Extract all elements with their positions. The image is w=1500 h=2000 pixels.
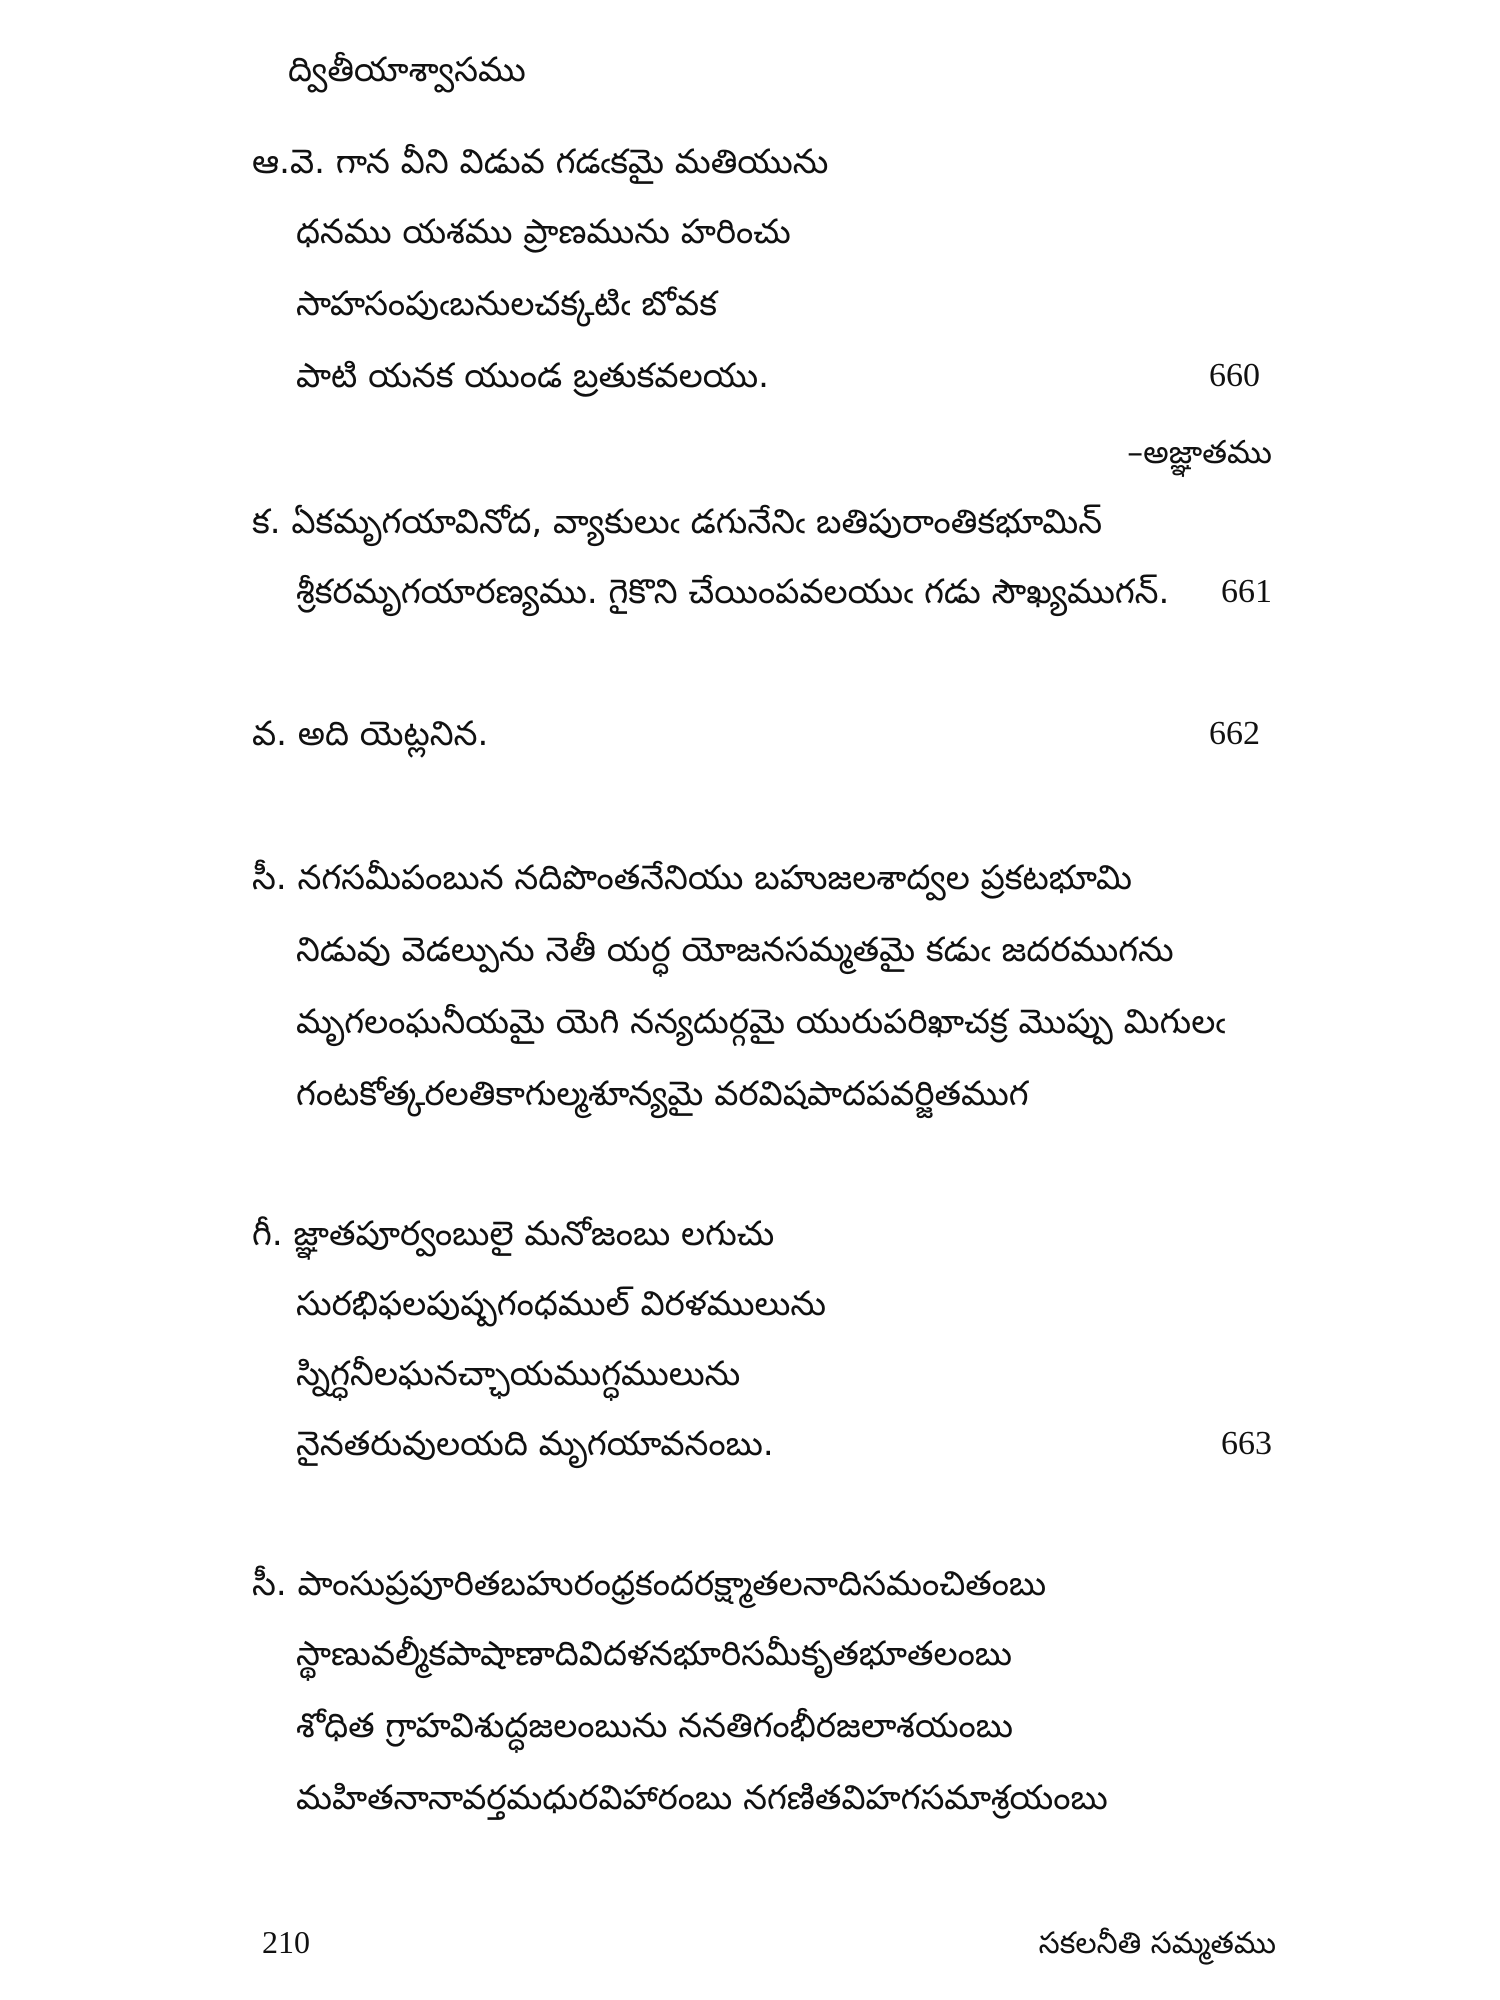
- verse-line: క. ఏకమృగయావినోద, వ్యాకులుఁ డగునేనిఁ బతిపురాంతికభూమిన్: [252, 502, 1103, 542]
- verse-number: 660: [1209, 357, 1260, 394]
- verse-line: వ. అది యెట్లనిన.: [252, 714, 489, 754]
- verse-line: గంటకోత్కరలతికాగుల్మశూన్యమై వరవిషపాదపవర్జితముగ: [296, 1074, 1029, 1114]
- verse-line: శోధిత గ్రాహవిశుద్ధజలంబును ననతిగంభీరజలాశయంబు: [296, 1706, 1014, 1746]
- verse-number: 661: [1221, 573, 1272, 610]
- verse-line: మహితనానావర్తమధురవిహారంబు నగణితవిహగసమాశ్రయంబు: [296, 1778, 1108, 1818]
- verse-line: సీ. నగసమీపంబున నదిపొంతనేనియు బహుజలశాద్వల ప్రకటభూమి: [252, 858, 1132, 898]
- verse-line: స్నిగ్ధనీలఘనచ్ఛాయముగ్ధములును: [296, 1354, 741, 1394]
- verse-number: 663: [1221, 1425, 1272, 1462]
- verse-line: శ్రీకరమృగయారణ్యము. గైకొని చేయింపవలయుఁ గడు సౌఖ్యముగన్.: [296, 572, 1170, 612]
- verse-line: సాహసంపుఁబనులచక్కటిఁ బోవక: [296, 284, 717, 324]
- verse-line: సీ. పాంసుప్రపూరితబహురంధ్రకందరక్ష్మాతలనాదిసమంచితంబు: [252, 1564, 1047, 1604]
- verse-line: నైనతరువులయది మృగయావనంబు.: [296, 1424, 774, 1464]
- verse-line: మృగలంఘనీయమై యెగి నన్యదుర్గమై యురుపరిఖాచక్ర మొప్పు మిగులఁ: [296, 1002, 1226, 1042]
- book-title: సకలనీతి సమ్మతము: [1038, 1926, 1276, 1961]
- page-number: 210: [262, 1924, 310, 1960]
- verse-line: ఆ.వె. గాన వీని విడువ గడఁకమై మతియును: [252, 142, 829, 182]
- verse-attribution: –అజ్ఞాతము: [1127, 433, 1272, 471]
- verse-line: సురభిఫలపుష్పగంధముల్ విరళములును: [296, 1284, 826, 1324]
- verse-line: ధనము యశము ప్రాణమును హరించు: [296, 212, 791, 252]
- verse-number: 662: [1209, 715, 1260, 752]
- verse-line: గీ. జ్ఞాతపూర్వంబులై మనోజంబు లగుచు: [252, 1214, 775, 1254]
- verse-line: స్థాణువల్మీకపాషాణాదివిదళనభూరిసమీకృతభూతలంబు: [296, 1634, 1013, 1674]
- verse-line: నిడువు వెడల్పును నెతీ యర్ధ యోజనసమ్మతమై కడుఁ జదరముగను: [296, 930, 1174, 970]
- verse-line: పాటి యనక యుండ బ్రతుకవలయు.: [296, 356, 769, 396]
- section-title: ద్వితీయాశ్వాసము: [288, 50, 526, 90]
